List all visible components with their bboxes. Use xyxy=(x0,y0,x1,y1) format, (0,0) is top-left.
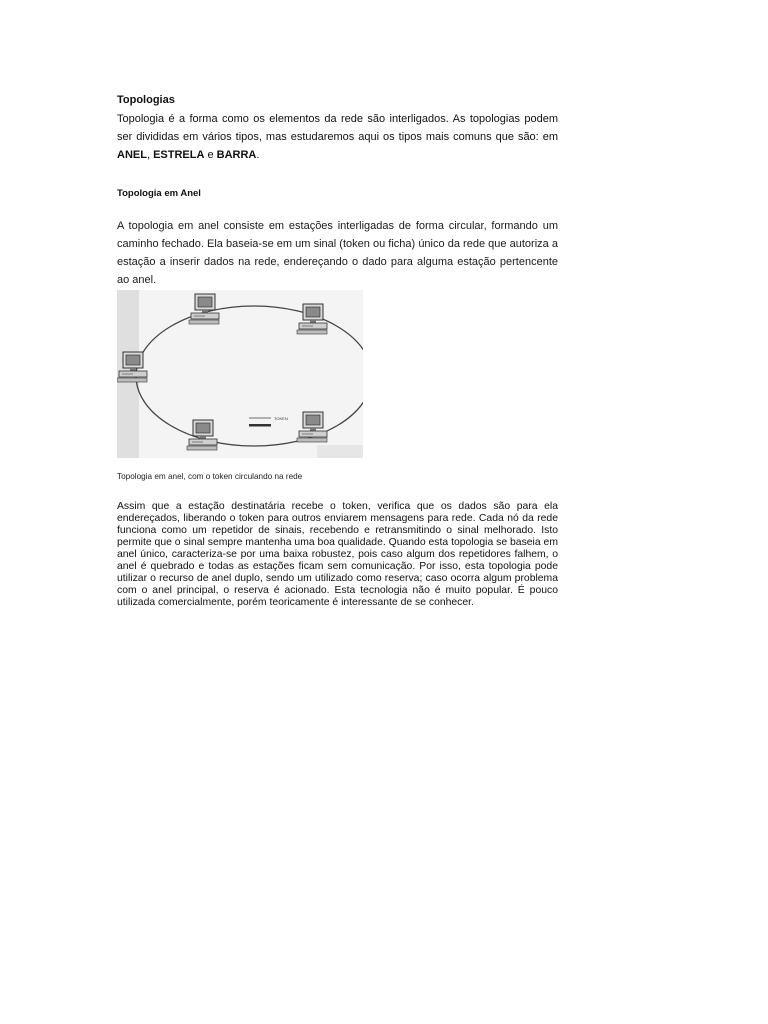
intro-sep-1: , xyxy=(146,149,154,161)
intro-paragraph xyxy=(117,110,558,164)
page-heading: Topologias xyxy=(117,94,175,106)
anel-paragraph: A topologia em anel consiste em estações interligadas de forma circular, formando um caminho fechado. Ela baseia-se em um sinal (token ou ficha) único da rede que autoriza a estação a inserir dados na rede, endereçando o dado para alguma estação pertencente ao anel. xyxy=(117,220,558,286)
token-marker xyxy=(249,424,271,427)
section-title: Topologia em Anel xyxy=(117,188,201,199)
scan-shadow-corner xyxy=(317,445,363,458)
term-barra: BARRA xyxy=(216,149,257,161)
intro-text: Topologia é a forma como os elementos da rede são interligados. As topologias podem ser divididas em vários tipos, mas estudaremos aqui os tipos mais comuns que são: em xyxy=(117,113,558,143)
intro-sep-2: e xyxy=(204,149,217,161)
body-paragraph: Assim que a estação destinatária recebe o token, verifica que os dados são para ela endereçados, liberando o token para outros enviarem mensagens para rede. Cada nó da rede funciona como um repetidor de sinais, recebendo e retransmitindo o sinal melhorado. Isto permite que o sinal sempre mantenha uma boa qualidade. Quando esta topologia se baseia em anel único, caracteriza-se por uma baixa robustez, pois caso algum dos repetidores falhem, o anel é quebrado e todas as estações ficam sem comunicação. Por isso, esta topologia pode utilizar o recurso de anel duplo, sendo um utilizado como reserva; caso ocorra algum problema com o anel principal, o reserva é acionado. Esta tecnologia não é muito popular. É pouco utilizada comercialmente, porém teoricamente é interessante de se conhecer. xyxy=(117,501,558,608)
ring-diagram xyxy=(117,290,363,458)
term-estrela: ESTRELA xyxy=(153,149,205,161)
intro-end: . xyxy=(256,149,260,161)
figure-caption: Topologia em anel, com o token circulando na rede xyxy=(117,472,303,481)
term-anel: ANEL xyxy=(117,149,147,161)
token-legend-label: TOKEN xyxy=(274,416,288,421)
ring-topology-figure xyxy=(117,290,363,458)
